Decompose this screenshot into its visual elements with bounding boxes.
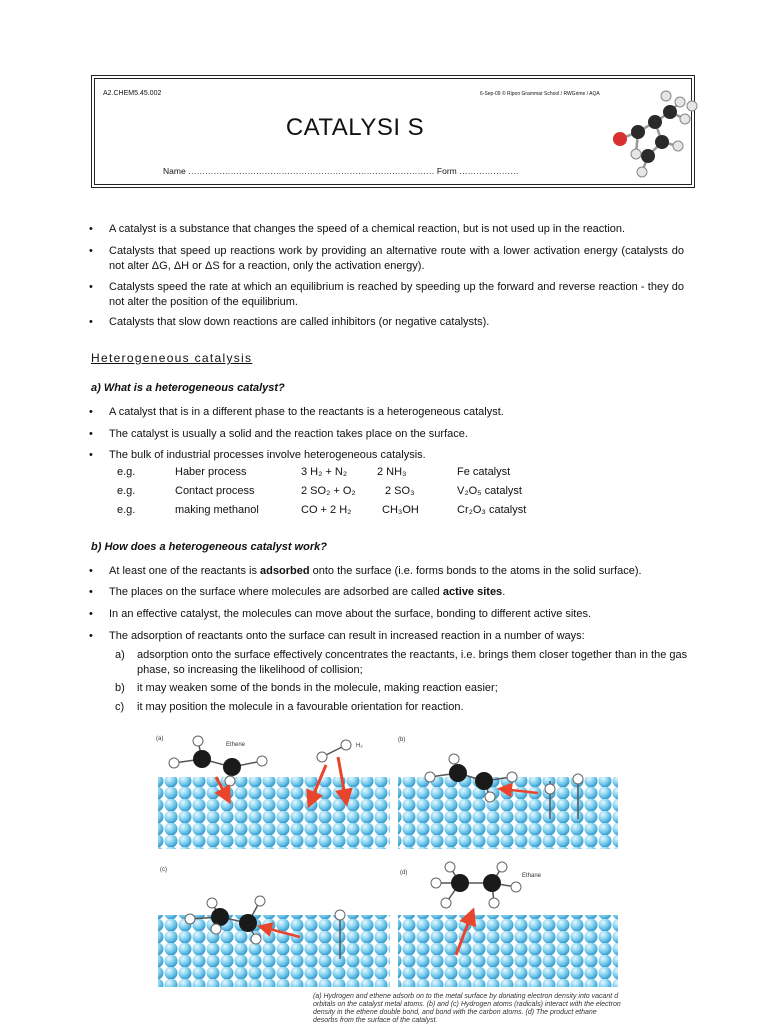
catalyst-surface-a (158, 777, 390, 849)
bullet-text: The adsorption of reactants onto the surface can result in increased reaction in a number of ways: (109, 630, 585, 642)
product: 2 NH₃ (377, 466, 407, 478)
eg-label: e.g. (117, 504, 136, 516)
carbon-atom (193, 750, 211, 768)
reactants: CO + 2 H₂ (301, 504, 352, 516)
hydrogen-atom (211, 924, 221, 934)
carbon-atom (449, 764, 467, 782)
bullet-marker: • (89, 281, 93, 293)
way-text: it may position the molecule in a favourable orientation for reaction. (137, 701, 464, 713)
hydrogen-atom (255, 896, 265, 906)
carbon-atom (475, 772, 493, 790)
hydrogen-atom (497, 862, 507, 872)
catalyst-surface-d (398, 915, 618, 987)
text-part: onto the surface (i.e. forms bonds to the atoms in the solid surface). (309, 565, 642, 577)
bullet-marker: • (89, 630, 93, 642)
bullet-text: A catalyst that is in a different phase to the reactants is a heterogeneous catalyst. (109, 406, 504, 418)
text-part: The places on the surface where molecules are adsorbed are called (109, 586, 443, 598)
catalyst: Cr₂O₃ catalyst (457, 504, 527, 516)
bullet-marker: • (89, 316, 93, 328)
date-credit: 6-Sep-09 © Ripon Grammar School / RWGrime / AQA (480, 91, 600, 97)
hydrogen-atom (511, 882, 521, 892)
h2-label: H₂ (356, 743, 363, 749)
bullet-text: The catalyst is usually a solid and the reaction takes place on the surface. (109, 428, 468, 440)
bullet-marker: • (89, 428, 93, 440)
name-form-line: Name …………………………………………………………………………… Form ………………… (163, 166, 519, 176)
bullet-text: A catalyst is a substance that changes the speed of a chemical reaction, but is not used up in the reaction. (109, 223, 626, 235)
hydrogen-atom (251, 934, 261, 944)
carbon-atom (211, 908, 229, 926)
text-part: At least one of the reactants is (109, 565, 261, 577)
bullet-text (109, 564, 684, 579)
hydrogen-atom (317, 752, 327, 762)
hydrogen-atom (185, 914, 195, 924)
catalysis-diagram (150, 727, 618, 1024)
process-name: Contact process (175, 485, 255, 497)
bullet-marker: • (89, 245, 93, 257)
bullet-text: In an effective catalyst, the molecules can move about the surface, bonding to different active sites. (109, 608, 592, 620)
product: CH₃OH (382, 504, 419, 516)
reactants: 2 SO₂ + O₂ (301, 485, 356, 497)
carbon-atom (483, 874, 501, 892)
hydrogen-atom (545, 784, 555, 794)
hydrogen-atom (431, 878, 441, 888)
panel-label-b: (b) (398, 737, 406, 743)
way-text: adsorption onto the surface effectively concentrates the reactants, i.e. brings them closer together than in the gas phase, so increasing the likelihood of collision; (137, 649, 688, 676)
bullet-marker: • (89, 608, 93, 620)
hydrogen-atom (257, 756, 267, 766)
document-code: A2.CHEM5.45.002 (103, 90, 162, 97)
part-b-heading: b) How does a heterogeneous catalyst work? (91, 541, 327, 553)
bullet-text: The bulk of industrial processes involve heterogeneous catalysis. (109, 449, 426, 461)
hydrogen-atom (169, 758, 179, 768)
bullet-marker: • (89, 565, 93, 577)
hydrogen-atom (573, 774, 583, 784)
panel-label-c: (c) (160, 867, 167, 873)
figure-caption: (a) Hydrogen and ethene adsorb on to the metal surface by donating electron density into vacant d orbitals on the catalyst metal atoms. (b) and (c) Hydrogen atoms (radicals) interact with the electron density in the ethene double bond, and bond with the carbon atoms. (d) The product ethane desorbs from the surface of the catalyst. (313, 993, 621, 1024)
hydrogen-atom (425, 772, 435, 782)
ethene-label: Ethene (226, 742, 246, 748)
text-part: . (502, 586, 506, 598)
process-name: making methanol (175, 504, 259, 516)
bullet-marker: • (89, 406, 93, 418)
carbon-atom (223, 758, 241, 776)
page-title: CATALYSI S (285, 114, 425, 141)
catalyst-surface-b (398, 777, 618, 849)
eg-label: e.g. (117, 485, 136, 497)
panel-label-a: (a) (156, 736, 164, 742)
hydrogen-atom (341, 740, 351, 750)
reactants: 3 H₂ + N₂ (301, 466, 348, 478)
part-a-heading: a) What is a heterogeneous catalyst? (91, 382, 285, 394)
hydrogen-atom (507, 772, 517, 782)
catalyst: Fe catalyst (457, 466, 511, 478)
panel-label-d: (d) (400, 870, 408, 876)
way-text: it may weaken some of the bonds in the molecule, making reaction easier; (137, 682, 498, 694)
hydrogen-atom (225, 776, 235, 786)
catalyst: V₂O₅ catalyst (457, 485, 522, 497)
hydrogen-atom (445, 862, 455, 872)
hydrogen-atom (449, 754, 459, 764)
product: 2 SO₃ (385, 485, 415, 497)
carbon-atom (239, 914, 257, 932)
eg-label: e.g. (117, 466, 136, 478)
hydrogen-atom (207, 898, 217, 908)
bullet-marker: • (89, 586, 93, 598)
bullet-marker: • (89, 223, 93, 235)
bullet-marker: • (89, 449, 93, 461)
hydrogen-atom (489, 898, 499, 908)
way-label: c) (115, 701, 125, 713)
hydrogen-atom (485, 792, 495, 802)
bullet-text: Catalysts that speed up reactions work by providing an alternative route with a lower activation energy (catalysts do not alter ΔG, ΔH or ΔS for a reaction, only the activation energy). (109, 245, 684, 272)
bold-term-adsorbed: adsorbed (260, 565, 310, 577)
bold-term-active-sites: active sites (442, 586, 503, 598)
section-heading: Heterogeneous catalysis (91, 351, 253, 365)
hydrogen-atom (441, 898, 451, 908)
carbon-atom (451, 874, 469, 892)
process-name: Haber process (175, 466, 247, 478)
hydrogen-atom (335, 910, 345, 920)
way-label: a) (115, 649, 125, 661)
hydrogen-atom (193, 736, 203, 746)
bullet-text: Catalysts speed the rate at which an equilibrium is reached by speeding up the forward and reverse reaction - they do not alter the position of the equilibrium. (109, 281, 684, 308)
catalyst-surface-c (158, 915, 390, 987)
bullet-text: Catalysts that slow down reactions are called inhibitors (or negative catalysts). (109, 316, 490, 328)
way-label: b) (115, 682, 125, 694)
ethane-label: Ethane (522, 873, 542, 879)
bullet-text (109, 585, 684, 600)
molecule-icon (600, 84, 700, 184)
